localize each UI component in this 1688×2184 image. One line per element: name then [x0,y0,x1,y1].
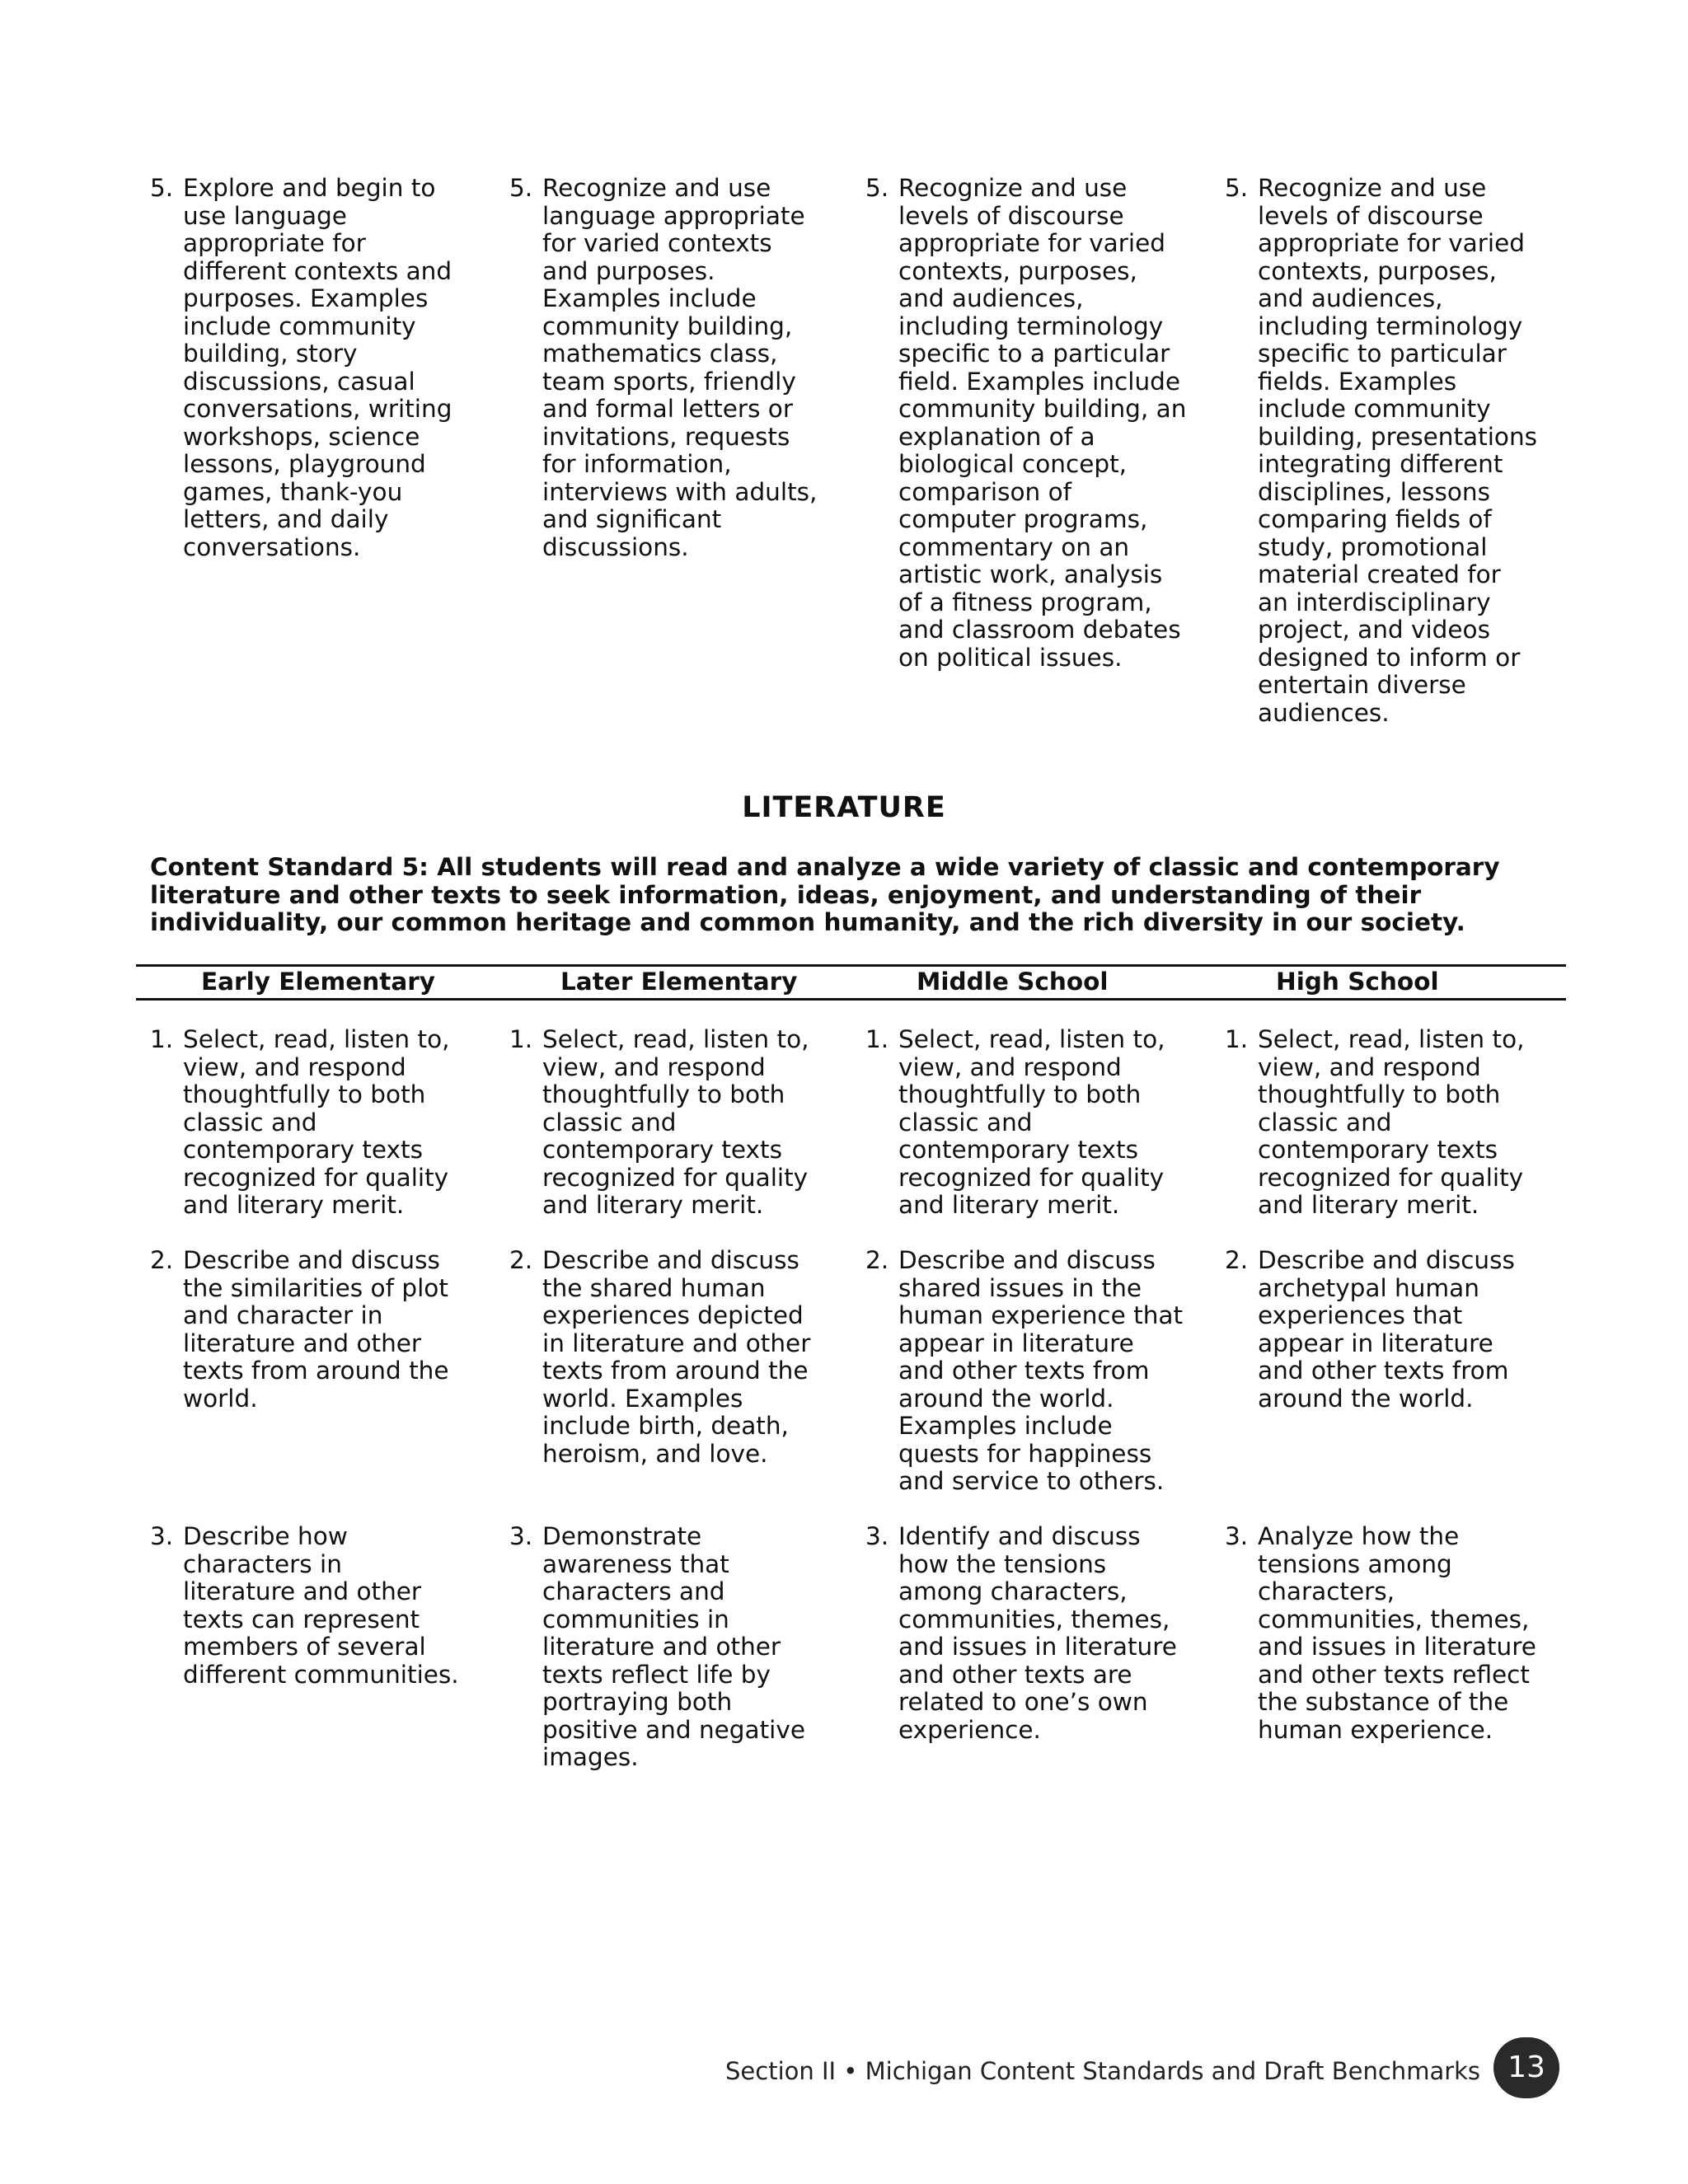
item-text: Select, read, listen to, view, and respond thoughtfully to both classic and contemporary texts recognized for quality and literary merit. [183,1025,450,1219]
column-header: High School [1276,968,1439,996]
item-text: Explore and begin to use language appropriate for different contexts and purposes. Examples include community building, story discussions, casual conversations, writing workshops, science lessons, playground games, thank-you letters, and daily conversations. [183,174,452,561]
item-number: 2. [865,1246,889,1274]
item-text: Analyze how the tensions among characters, communities, themes, and issues in literature and other texts reflect the substance of the human experience. [1258,1522,1536,1744]
item-text: Describe and discuss the similarities of plot and character in literature and other texts from around the world. [183,1246,449,1413]
content-standard: Content Standard 5: All students will read and analyze a wide variety of classic and contemporary literature and other texts to seek information, ideas, enjoyment, and understanding of their individuality, our common heritage and common humanity, and the rich diversity in our society. [150,853,1500,936]
item-text: Select, read, listen to, view, and respond thoughtfully to both classic and contemporary texts recognized for quality and literary merit. [1258,1025,1525,1219]
item-number: 1. [509,1025,533,1053]
benchmark-item [847,175,1207,727]
item-number: 2. [1225,1246,1249,1274]
item-text: Recognize and use language appropriate for varied contexts and purposes. Examples include community building, mathematics class, team sports, friendly and formal letters or invitations, requests for information, interviews with adults, and significant discussions. [542,174,818,561]
item-number: 1. [865,1025,889,1053]
item-number: 2. [150,1246,174,1274]
column-header: Later Elementary [560,968,798,996]
item-number: 3. [150,1522,174,1550]
column-headers [132,967,1566,996]
benchmark-item [491,175,847,727]
item-number: 5. [1225,174,1249,202]
benchmark-row [132,1026,1566,1220]
item-text: Describe and discuss archetypal human experiences that appear in literature and other texts from around the world. [1258,1246,1515,1413]
benchmark-item [491,1026,847,1220]
benchmark-row [132,1523,1566,1772]
item-text: Select, read, listen to, view, and respond thoughtfully to both classic and contemporary texts recognized for quality and literary merit. [542,1025,809,1219]
benchmark-item [847,1523,1207,1772]
item-text: Describe how characters in literature and other texts can represent members of several different communities. [183,1522,459,1689]
page-number-badge: 13 [1493,2037,1559,2098]
item-text: Demonstrate awareness that characters and communities in literature and other texts reflect life by portraying both positive and negative images. [542,1522,805,1771]
item-number: 3. [1225,1522,1249,1550]
benchmark-item [1207,175,1566,727]
item-number: 5. [150,174,174,202]
section-title: LITERATURE [742,791,946,824]
column-header: Early Elementary [201,968,436,996]
item-text: Recognize and use levels of discourse appropriate for varied contexts, purposes, and audiences, including terminology specific to particular fields. Examples include community building, presentations integrating different disciplines, lessons comparing fields of study, promotional material created for an interdisciplinary project, and videos designed to inform or entertain diverse audiences. [1258,174,1538,727]
item-number: 5. [509,174,533,202]
benchmark-item [491,1247,847,1496]
item-text: Describe and discuss the shared human experiences depicted in literature and other texts from around the world. Examples include birth, death, heroism, and love. [542,1246,811,1468]
top-benchmark-row [132,175,1566,727]
benchmark-row [132,1247,1566,1496]
item-number: 1. [150,1025,174,1053]
column-header: Middle School [917,968,1109,996]
benchmark-item [491,1523,847,1772]
item-text: Describe and discuss shared issues in the human experience that appear in literature and other texts from around the world. Examples include quests for happiness and service to others. [898,1246,1184,1495]
item-text: Identify and discuss how the tensions among characters, communities, themes, and issues in literature and other texts are related to one’s own experience. [898,1522,1177,1744]
benchmark-item [132,1247,491,1496]
benchmark-item [132,1523,491,1772]
benchmark-item [1207,1523,1566,1772]
benchmark-item [847,1026,1207,1220]
benchmark-item [847,1247,1207,1496]
item-number: 2. [509,1246,533,1274]
benchmark-item [132,175,491,727]
item-number: 1. [1225,1025,1249,1053]
item-number: 3. [509,1522,533,1550]
benchmark-item [132,1026,491,1220]
item-number: 5. [865,174,889,202]
item-text: Recognize and use levels of discourse appropriate for varied contexts, purposes, and audiences, including terminology specific to a particular field. Examples include community building, an explanation of a biological concept, comparison of computer programs, commentary on an artistic work, analysis of a fitness program, and classroom debates on political issues. [898,174,1187,672]
item-text: Select, read, listen to, view, and respond thoughtfully to both classic and contemporary texts recognized for quality and literary merit. [898,1025,1165,1219]
benchmark-item [1207,1247,1566,1496]
page-footer: Section II • Michigan Content Standards and Draft Benchmarks [725,2057,1481,2085]
item-number: 3. [865,1522,889,1550]
benchmark-item [1207,1026,1566,1220]
